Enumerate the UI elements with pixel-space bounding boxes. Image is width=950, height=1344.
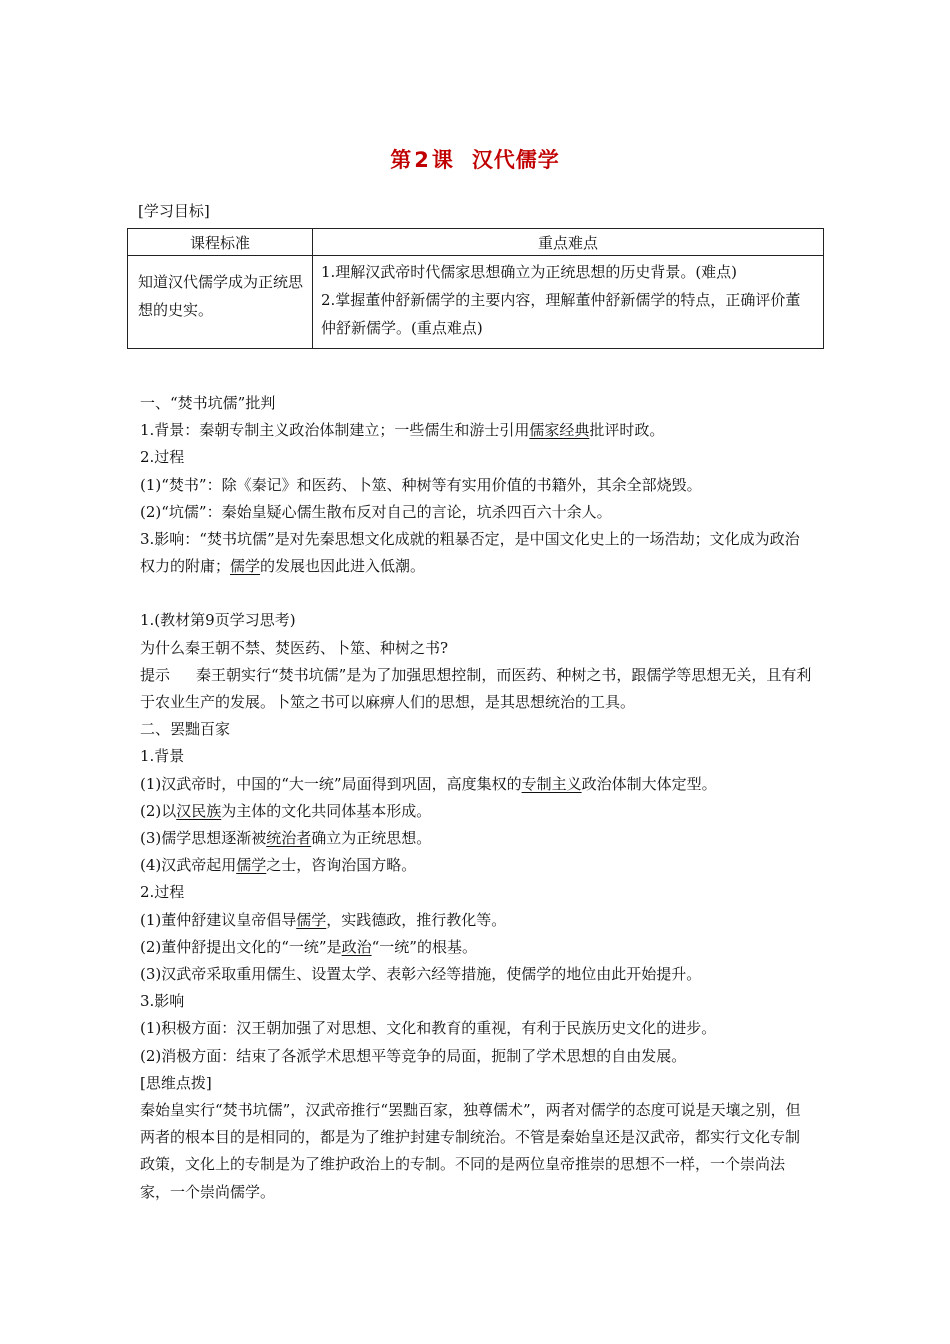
s1-process: 2.过程: [140, 448, 185, 467]
document-body: [140, 390, 812, 1206]
s2-bg-3: (3)儒学思想逐渐被统治者确立为正统思想。: [140, 829, 432, 848]
title-name: 汉代儒学: [471, 148, 560, 172]
s1-process-1: (1)“焚书”：除《秦记》和医药、卜筮、种树等有实用价值的书籍外，其余全部烧毁。: [140, 475, 702, 494]
s2-impact-1: (1)积极方面：汉王朝加强了对思想、文化和教育的重视，有利于民族历史文化的进步。: [140, 1019, 717, 1038]
s1-background: 1.背景：秦朝专制主义政治体制建立；一些儒生和游士引用儒家经典批评时政。: [140, 421, 665, 440]
underline-term: 汉民族: [176, 801, 222, 820]
s2-impact: 3.影响: [140, 992, 185, 1011]
underline-term: 专制主义: [521, 774, 582, 793]
question-ref: 1.(教材第9页学习思考): [140, 611, 296, 630]
question-text: 为什么秦王朝不禁、焚医药、卜筮、种树之书?: [140, 638, 449, 657]
s1-impact: 3.影响：“焚书坑儒”是对先秦思想文化成就的粗暴否定，是中国文化史上的一场浩劫；文化成为政治权力的附庸；儒学的发展也因此进入低潮。: [140, 530, 800, 576]
section-2-heading: 二、罢黜百家: [140, 720, 231, 739]
title-suffix: 课: [431, 148, 454, 172]
underline-term: 统治者: [266, 829, 312, 848]
s2-process-1: (1)董仲舒建议皇帝倡导儒学，实践德政，推行教化等。: [140, 910, 507, 929]
header-standard: 课程标准: [128, 229, 313, 256]
underline-term: 儒家经典: [529, 421, 590, 440]
s2-process: 2.过程: [140, 883, 185, 902]
course-standard-cell: 知道汉代儒学成为正统思想的史实。: [128, 256, 313, 349]
tip-label: 提示: [140, 665, 171, 684]
section-1-heading: 一、“焚书坑儒”批判: [140, 394, 276, 412]
s2-bg-4: (4)汉武帝起用儒学之士，咨询治国方略。: [140, 856, 417, 875]
s2-bg-1: (1)汉武帝时，中国的“大一统”局面得到巩固，高度集权的专制主义政治体制大体定型。: [140, 774, 717, 793]
s2-bg-2: (2)以汉民族为主体的文化共同体基本形成。: [140, 801, 432, 820]
underline-term: 儒学: [230, 557, 261, 576]
learning-goals-label: [学习目标]: [138, 202, 210, 220]
key-point-1: 1.理解汉武帝时代儒家思想确立为正统思想的历史背景。(难点): [321, 263, 738, 281]
s2-process-2: (2)董仲舒提出文化的“一统”是政治“一统”的根基。: [140, 937, 477, 956]
thinking-text: 秦始皇实行“焚书坑儒”，汉武帝推行“罢黜百家，独尊儒术”，两者对儒学的态度可说是天壤之别，但两者的根本目的是相同的，都是为了维护封建专制统治。不管是秦始皇还是汉武帝，都实行文化专制政策，文化上的专制是为了维护政治上的专制。不同的是两位皇帝推崇的思想不一样，一个崇尚法家，一个崇尚儒学。: [140, 1101, 801, 1201]
s2-process-3: (3)汉武帝采取重用儒生、设置太学、表彰六经等措施，使儒学的地位由此开始提升。: [140, 965, 702, 984]
key-point-2: 2.掌握董仲舒新儒学的主要内容，理解董仲舒新儒学的特点，正确评价董仲舒新儒学。(重点难点): [321, 291, 801, 337]
underline-term: 儒学: [296, 910, 327, 929]
table-row: [128, 256, 824, 349]
lesson-title: [0, 144, 950, 174]
underline-term: 政治: [341, 937, 372, 956]
table-header-row: [128, 229, 824, 256]
key-points-cell: [313, 256, 824, 349]
s1-process-2: (2)“坑儒”：秦始皇疑心儒生散布反对自己的言论，坑杀四百六十余人。: [140, 502, 612, 521]
question-tip: 提示 秦王朝实行“焚书坑儒”是为了加强思想控制，而医药、种树之书，跟儒学等思想无关，且有利于农业生产的发展。卜筮之书可以麻痹人们的思想，是其思想统治的工具。: [140, 665, 812, 712]
header-key-points: 重点难点: [313, 229, 824, 256]
title-prefix: 第: [390, 148, 413, 172]
thinking-label: [思维点拨]: [140, 1073, 212, 1092]
s2-impact-2: (2)消极方面：结束了各派学术思想平等竞争的局面，扼制了学术思想的自由发展。: [140, 1046, 687, 1065]
learning-goals-table: [127, 228, 824, 349]
title-number: 2: [414, 148, 430, 172]
s2-background: 1.背景: [140, 747, 185, 766]
underline-term: 儒学: [236, 856, 267, 875]
